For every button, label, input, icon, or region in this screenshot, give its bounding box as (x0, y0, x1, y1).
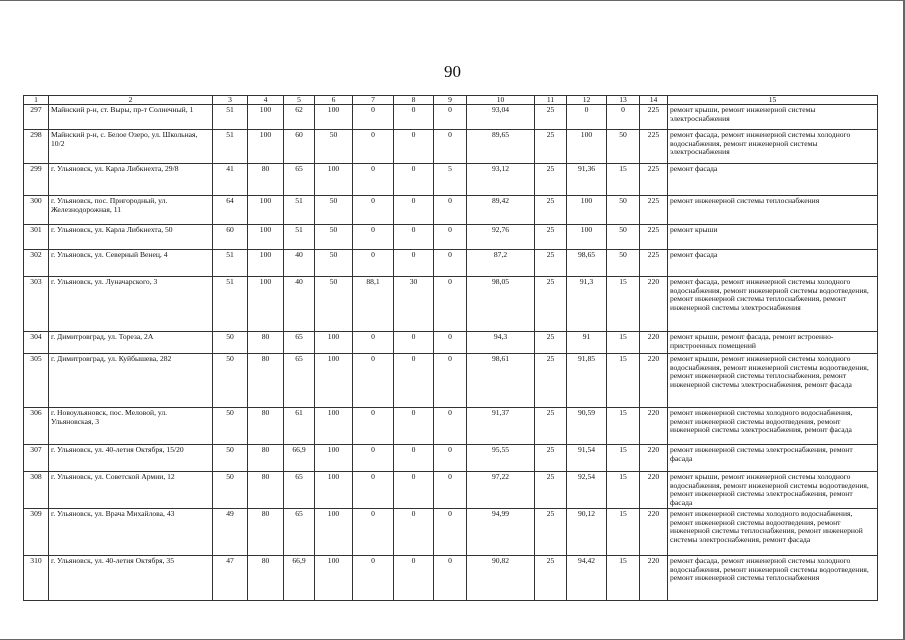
table-row (24, 105, 878, 130)
column-header: 3 (213, 96, 248, 105)
value-cell: 0 (353, 556, 394, 601)
value-cell: 80 (248, 445, 284, 472)
value-cell: 91,36 (567, 164, 607, 196)
value-cell: 15 (607, 445, 640, 472)
value-cell: 220 (640, 472, 668, 509)
value-cell: 0 (394, 196, 434, 225)
value-cell: 220 (640, 556, 668, 601)
value-cell: 25 (535, 445, 567, 472)
value-cell: 90,59 (567, 408, 607, 445)
value-cell: 0 (434, 277, 467, 332)
column-header: 6 (315, 96, 353, 105)
repair-works-cell: ремонт фасада, ремонт инженерной системы холодного водоснабжения, ремонт инженерной системы водоотведения, ремонт инженерной системы теплоснабжения, ремонт инженерной системы электроснабжения (668, 277, 878, 332)
table-row (24, 408, 878, 445)
value-cell: 25 (535, 225, 567, 250)
value-cell: 51 (213, 130, 248, 164)
value-cell: 0 (353, 196, 394, 225)
value-cell: 0 (353, 408, 394, 445)
value-cell: 94,99 (467, 509, 535, 556)
value-cell: 80 (248, 332, 284, 354)
table-row (24, 277, 878, 332)
value-cell: 220 (640, 408, 668, 445)
value-cell: 100 (248, 130, 284, 164)
value-cell: 100 (315, 164, 353, 196)
value-cell: 100 (315, 105, 353, 130)
table-row (24, 164, 878, 196)
table-row (24, 556, 878, 601)
column-header: 1 (24, 96, 49, 105)
column-header: 11 (535, 96, 567, 105)
value-cell: 50 (315, 130, 353, 164)
value-cell: 95,55 (467, 445, 535, 472)
value-cell: 100 (315, 408, 353, 445)
table-row (24, 472, 878, 509)
value-cell: 80 (248, 509, 284, 556)
value-cell: 25 (535, 408, 567, 445)
value-cell: 100 (315, 354, 353, 408)
value-cell: 49 (213, 509, 248, 556)
address-cell: г. Ульяновск, ул. Советской Армии, 12 (49, 472, 213, 509)
value-cell: 50 (213, 354, 248, 408)
value-cell: 40 (284, 277, 315, 332)
value-cell: 225 (640, 225, 668, 250)
repair-works-cell: ремонт фасада, ремонт инженерной системы холодного водоснабжения, ремонт инженерной системы электроснабжения (668, 130, 878, 164)
value-cell: 0 (434, 556, 467, 601)
repair-registry-table (23, 95, 878, 601)
repair-works-cell: ремонт крыши, ремонт фасада, ремонт встроенно-пристроенных помещений (668, 332, 878, 354)
value-cell: 100 (248, 225, 284, 250)
table-row (24, 225, 878, 250)
repair-works-cell: ремонт инженерной системы холодного водоснабжения, ремонт инженерной системы водоотведения, ремонт инженерной системы теплоснабжения, ремонт инженерной системы электроснабжения, ремонт фасада (668, 509, 878, 556)
value-cell: 100 (248, 277, 284, 332)
row-number-cell: 297 (24, 105, 49, 130)
value-cell: 25 (535, 472, 567, 509)
value-cell: 0 (394, 332, 434, 354)
value-cell: 90,12 (567, 509, 607, 556)
value-cell: 15 (607, 277, 640, 332)
address-cell: г. Ульяновск, ул. Луначарского, 3 (49, 277, 213, 332)
value-cell: 25 (535, 277, 567, 332)
value-cell: 15 (607, 509, 640, 556)
value-cell: 51 (213, 250, 248, 277)
value-cell: 0 (607, 105, 640, 130)
value-cell: 100 (315, 445, 353, 472)
value-cell: 50 (315, 196, 353, 225)
value-cell: 0 (353, 164, 394, 196)
table-row (24, 332, 878, 354)
row-number-cell: 302 (24, 250, 49, 277)
value-cell: 0 (434, 225, 467, 250)
table-body (24, 105, 878, 601)
row-number-cell: 307 (24, 445, 49, 472)
row-number-cell: 300 (24, 196, 49, 225)
value-cell: 50 (213, 332, 248, 354)
value-cell: 65 (284, 332, 315, 354)
value-cell: 0 (434, 332, 467, 354)
value-cell: 225 (640, 250, 668, 277)
value-cell: 100 (315, 472, 353, 509)
column-number-row (24, 96, 878, 105)
value-cell: 90,82 (467, 556, 535, 601)
value-cell: 94,3 (467, 332, 535, 354)
repair-works-cell: ремонт инженерной системы теплоснабжения (668, 196, 878, 225)
table-row (24, 445, 878, 472)
repair-works-cell: ремонт инженерной системы электроснабжения, ремонт фасада (668, 445, 878, 472)
value-cell: 51 (284, 196, 315, 225)
address-cell: г. Ульяновск, ул. 40-летия Октября, 15/20 (49, 445, 213, 472)
value-cell: 0 (353, 225, 394, 250)
address-cell: г. Димитровград, ул. Куйбышева, 282 (49, 354, 213, 408)
value-cell: 50 (213, 445, 248, 472)
value-cell: 50 (607, 225, 640, 250)
value-cell: 50 (315, 277, 353, 332)
value-cell: 98,05 (467, 277, 535, 332)
column-header: 9 (434, 96, 467, 105)
value-cell: 0 (353, 509, 394, 556)
value-cell: 88,1 (353, 277, 394, 332)
column-header: 13 (607, 96, 640, 105)
value-cell: 0 (434, 472, 467, 509)
value-cell: 100 (315, 332, 353, 354)
value-cell: 25 (535, 164, 567, 196)
column-header: 12 (567, 96, 607, 105)
value-cell: 60 (284, 130, 315, 164)
column-header: 4 (248, 96, 284, 105)
address-cell: г. Ульяновск, ул. 40-летия Октября, 35 (49, 556, 213, 601)
repair-works-cell: ремонт фасада (668, 250, 878, 277)
column-header: 10 (467, 96, 535, 105)
value-cell: 0 (434, 250, 467, 277)
value-cell: 225 (640, 130, 668, 164)
value-cell: 0 (434, 354, 467, 408)
value-cell: 65 (284, 509, 315, 556)
value-cell: 47 (213, 556, 248, 601)
row-number-cell: 304 (24, 332, 49, 354)
value-cell: 92,76 (467, 225, 535, 250)
value-cell: 62 (284, 105, 315, 130)
value-cell: 50 (213, 408, 248, 445)
value-cell: 80 (248, 556, 284, 601)
row-number-cell: 299 (24, 164, 49, 196)
address-cell: г. Новоульяновск, пос. Меловой, ул. Ульяновская, 3 (49, 408, 213, 445)
value-cell: 61 (284, 408, 315, 445)
address-cell: Майнский р-н, ст. Выры, пр-т Солнечный, 1 (49, 105, 213, 130)
value-cell: 225 (640, 196, 668, 225)
value-cell: 0 (394, 354, 434, 408)
value-cell: 25 (535, 196, 567, 225)
value-cell: 51 (213, 105, 248, 130)
value-cell: 0 (353, 332, 394, 354)
column-header: 8 (394, 96, 434, 105)
value-cell: 65 (284, 472, 315, 509)
value-cell: 65 (284, 354, 315, 408)
value-cell: 225 (640, 164, 668, 196)
value-cell: 50 (315, 250, 353, 277)
row-number-cell: 303 (24, 277, 49, 332)
value-cell: 0 (394, 250, 434, 277)
value-cell: 0 (394, 105, 434, 130)
value-cell: 25 (535, 250, 567, 277)
value-cell: 66,9 (284, 445, 315, 472)
value-cell: 100 (567, 130, 607, 164)
value-cell: 65 (284, 164, 315, 196)
value-cell: 0 (353, 130, 394, 164)
repair-works-cell: ремонт крыши, ремонт инженерной системы электроснабжения (668, 105, 878, 130)
row-number-cell: 298 (24, 130, 49, 164)
address-cell: г. Ульяновск, ул. Карла Либкнехта, 29/8 (49, 164, 213, 196)
value-cell: 0 (434, 445, 467, 472)
value-cell: 51 (284, 225, 315, 250)
value-cell: 0 (353, 472, 394, 509)
address-cell: г. Димитровград, ул. Тореза, 2А (49, 332, 213, 354)
table-row (24, 509, 878, 556)
address-cell: г. Ульяновск, ул. Врача Михайлова, 43 (49, 509, 213, 556)
address-cell: г. Ульяновск, пос. Пригородный, ул. Железнодорожная, 11 (49, 196, 213, 225)
value-cell: 0 (394, 225, 434, 250)
repair-works-cell: ремонт фасада, ремонт инженерной системы холодного водоснабжения, ремонт инженерной системы водоотведения, ремонт инженерной системы теплоснабжения (668, 556, 878, 601)
value-cell: 100 (315, 509, 353, 556)
value-cell: 93,12 (467, 164, 535, 196)
value-cell: 40 (284, 250, 315, 277)
value-cell: 98,65 (567, 250, 607, 277)
value-cell: 25 (535, 130, 567, 164)
value-cell: 0 (353, 354, 394, 408)
value-cell: 25 (535, 556, 567, 601)
value-cell: 25 (535, 105, 567, 130)
value-cell: 100 (567, 225, 607, 250)
value-cell: 91 (567, 332, 607, 354)
value-cell: 100 (315, 556, 353, 601)
value-cell: 91,85 (567, 354, 607, 408)
column-header: 14 (640, 96, 668, 105)
value-cell: 50 (315, 225, 353, 250)
value-cell: 50 (607, 130, 640, 164)
value-cell: 0 (394, 130, 434, 164)
value-cell: 30 (394, 277, 434, 332)
value-cell: 91,37 (467, 408, 535, 445)
repair-works-cell: ремонт крыши, ремонт инженерной системы холодного водоснабжения, ремонт инженерной системы водоотведения, ремонт инженерной системы электроснабжения, ремонт фасада (668, 472, 878, 509)
row-number-cell: 301 (24, 225, 49, 250)
value-cell: 100 (248, 196, 284, 225)
value-cell: 0 (353, 250, 394, 277)
value-cell: 0 (394, 556, 434, 601)
value-cell: 15 (607, 354, 640, 408)
column-header: 5 (284, 96, 315, 105)
repair-works-cell: ремонт крыши, ремонт инженерной системы холодного водоснабжения, ремонт инженерной системы водоотведения, ремонт инженерной системы теплоснабжения, ремонт инженерной системы электроснабжения, ремонт фасада (668, 354, 878, 408)
value-cell: 50 (607, 250, 640, 277)
value-cell: 80 (248, 408, 284, 445)
value-cell: 220 (640, 332, 668, 354)
value-cell: 94,42 (567, 556, 607, 601)
value-cell: 0 (434, 130, 467, 164)
table-row (24, 196, 878, 225)
scan-top-edge (0, 0, 905, 1)
value-cell: 0 (353, 445, 394, 472)
value-cell: 220 (640, 509, 668, 556)
value-cell: 0 (434, 509, 467, 556)
value-cell: 91,3 (567, 277, 607, 332)
value-cell: 225 (640, 105, 668, 130)
value-cell: 0 (353, 105, 394, 130)
value-cell: 15 (607, 164, 640, 196)
value-cell: 51 (213, 277, 248, 332)
value-cell: 93,04 (467, 105, 535, 130)
value-cell: 0 (394, 164, 434, 196)
value-cell: 41 (213, 164, 248, 196)
value-cell: 0 (434, 105, 467, 130)
value-cell: 220 (640, 277, 668, 332)
value-cell: 64 (213, 196, 248, 225)
value-cell: 60 (213, 225, 248, 250)
value-cell: 25 (535, 354, 567, 408)
table-row (24, 354, 878, 408)
address-cell: г. Ульяновск, ул. Карла Либкнехта, 50 (49, 225, 213, 250)
column-header: 7 (353, 96, 394, 105)
address-cell: Майнский р-н, с. Белое Озеро, ул. Школьная, 10/2 (49, 130, 213, 164)
value-cell: 100 (248, 105, 284, 130)
column-header: 2 (49, 96, 213, 105)
value-cell: 98,61 (467, 354, 535, 408)
value-cell: 100 (248, 250, 284, 277)
value-cell: 100 (567, 196, 607, 225)
repair-works-cell: ремонт фасада (668, 164, 878, 196)
row-number-cell: 305 (24, 354, 49, 408)
value-cell: 91,54 (567, 445, 607, 472)
value-cell: 220 (640, 445, 668, 472)
row-number-cell: 306 (24, 408, 49, 445)
value-cell: 220 (640, 354, 668, 408)
address-cell: г. Ульяновск, ул. Северный Венец, 4 (49, 250, 213, 277)
row-number-cell: 308 (24, 472, 49, 509)
page-number: 90 (444, 62, 461, 81)
table-row (24, 250, 878, 277)
value-cell: 97,22 (467, 472, 535, 509)
value-cell: 89,42 (467, 196, 535, 225)
value-cell: 66,9 (284, 556, 315, 601)
value-cell: 0 (394, 408, 434, 445)
value-cell: 0 (567, 105, 607, 130)
value-cell: 50 (607, 196, 640, 225)
value-cell: 25 (535, 509, 567, 556)
value-cell: 89,65 (467, 130, 535, 164)
value-cell: 15 (607, 408, 640, 445)
table-row (24, 130, 878, 164)
value-cell: 50 (213, 472, 248, 509)
row-number-cell: 309 (24, 509, 49, 556)
value-cell: 80 (248, 472, 284, 509)
column-header: 15 (668, 96, 878, 105)
value-cell: 80 (248, 164, 284, 196)
value-cell: 87,2 (467, 250, 535, 277)
row-number-cell: 310 (24, 556, 49, 601)
value-cell: 92,54 (567, 472, 607, 509)
value-cell: 15 (607, 472, 640, 509)
value-cell: 80 (248, 354, 284, 408)
value-cell: 0 (394, 445, 434, 472)
repair-works-cell: ремонт крыши (668, 225, 878, 250)
value-cell: 0 (434, 196, 467, 225)
value-cell: 0 (394, 472, 434, 509)
repair-works-cell: ремонт инженерной системы холодного водоснабжения, ремонт инженерной системы водоотведения, ремонт инженерной системы электроснабжения, ремонт фасада (668, 408, 878, 445)
value-cell: 0 (394, 509, 434, 556)
value-cell: 15 (607, 556, 640, 601)
value-cell: 25 (535, 332, 567, 354)
value-cell: 0 (434, 408, 467, 445)
value-cell: 15 (607, 332, 640, 354)
value-cell: 5 (434, 164, 467, 196)
